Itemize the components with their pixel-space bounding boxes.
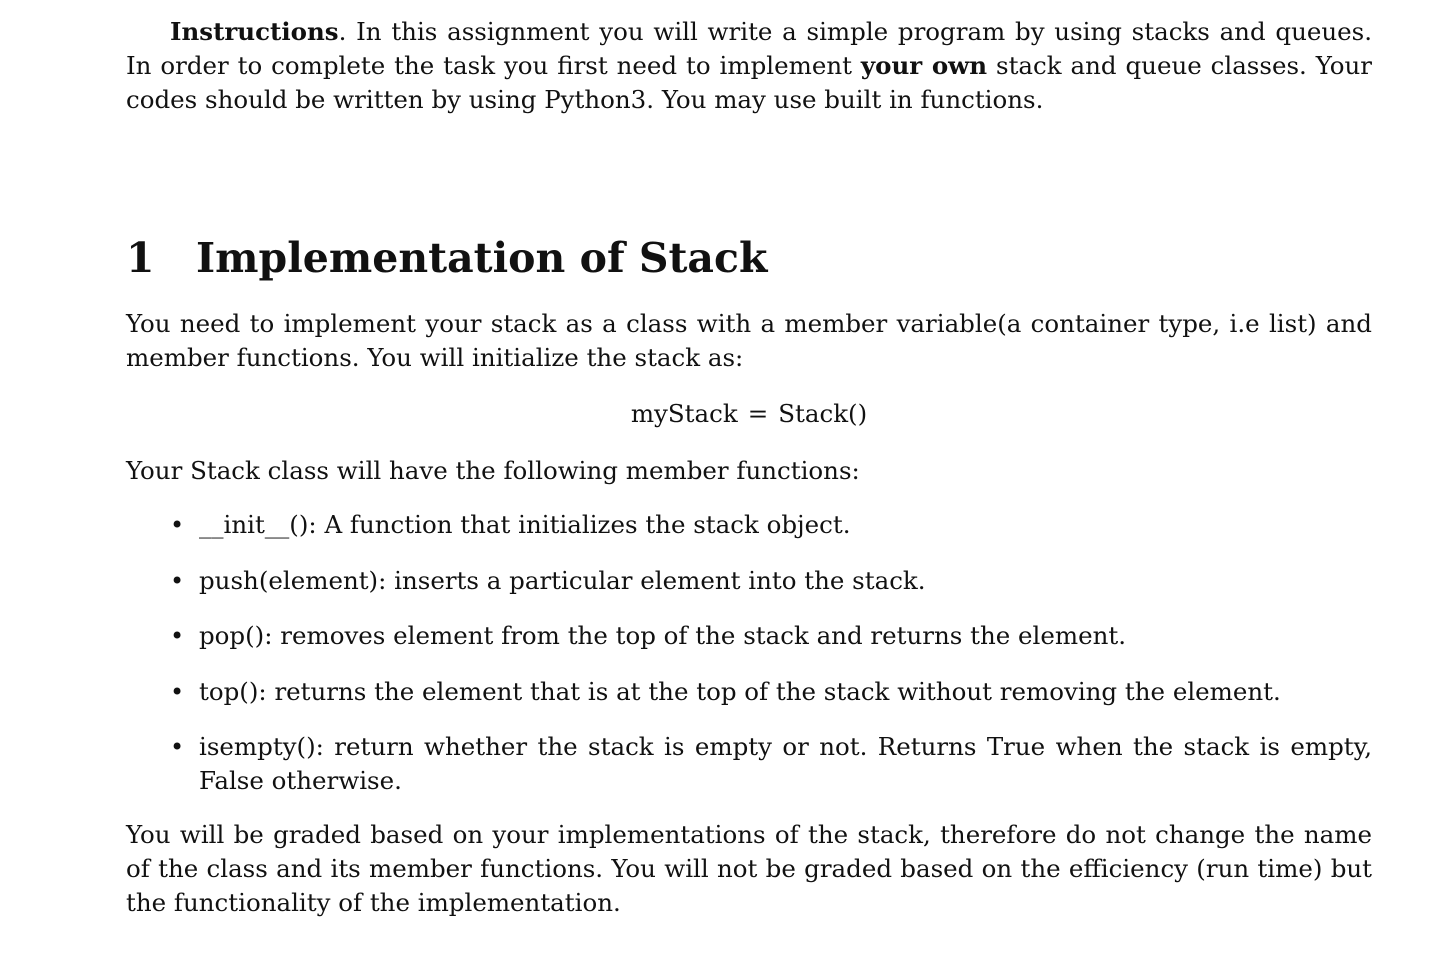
- list-item: [126, 508, 1372, 542]
- bullet-icon: •: [170, 622, 185, 650]
- section-heading: [126, 232, 767, 284]
- instructions-paragraph: [126, 15, 1372, 117]
- bullet-icon: •: [170, 511, 185, 539]
- instructions-text-2: stack and queue classes. Your codes should be written by using Python3. You may use built in functions.: [126, 51, 1373, 114]
- member-functions-intro: Your Stack class will have the following member functions:: [126, 456, 860, 485]
- section-number: 1: [126, 234, 155, 282]
- list-item: [126, 564, 1372, 598]
- list-item-text: top(): returns the element that is at the top of the stack without removing the element.: [199, 676, 1281, 706]
- equation-right: Stack(): [778, 399, 868, 428]
- list-item: [126, 619, 1372, 653]
- stack-description-paragraph: You need to implement your stack as a class with a member variable(a container type, i.e list) and member functions. You will initialize the stack as:: [126, 309, 1372, 372]
- member-functions-list: [126, 508, 1372, 820]
- instructions-label: Instructions: [170, 17, 339, 46]
- equation-left: myStack: [630, 399, 738, 428]
- list-item-text: isempty(): return whether the stack is empty or not. Returns True when the stack is empty, False otherwise.: [199, 732, 1372, 795]
- bullet-icon: •: [170, 677, 185, 706]
- list-item-text: push(element): inserts a particular element into the stack.: [199, 565, 926, 595]
- initialization-equation: [126, 397, 1372, 431]
- grading-paragraph: You will be graded based on your implementations of the stack, therefore do not change the name of the class and its member functions. You will not be graded based on the efficiency (run time) but the functionality of the implementation.: [126, 820, 1372, 917]
- bullet-icon: •: [170, 566, 185, 595]
- list-item: [126, 730, 1372, 798]
- list-item-text: __init__(): A function that initializes the stack object.: [199, 510, 851, 539]
- list-item: [126, 675, 1372, 709]
- instructions-text-1: . In this assignment you will write a simple program by using stacks and queues. In order to complete the task you first need to implement: [126, 17, 1372, 80]
- list-item-text: pop(): removes element from the top of the stack and returns the element.: [199, 621, 1127, 650]
- instructions-emphasis: your own: [860, 51, 988, 80]
- section-title: Implementation of Stack: [196, 234, 768, 282]
- equation-sign: =: [747, 399, 769, 428]
- bullet-icon: •: [170, 733, 185, 761]
